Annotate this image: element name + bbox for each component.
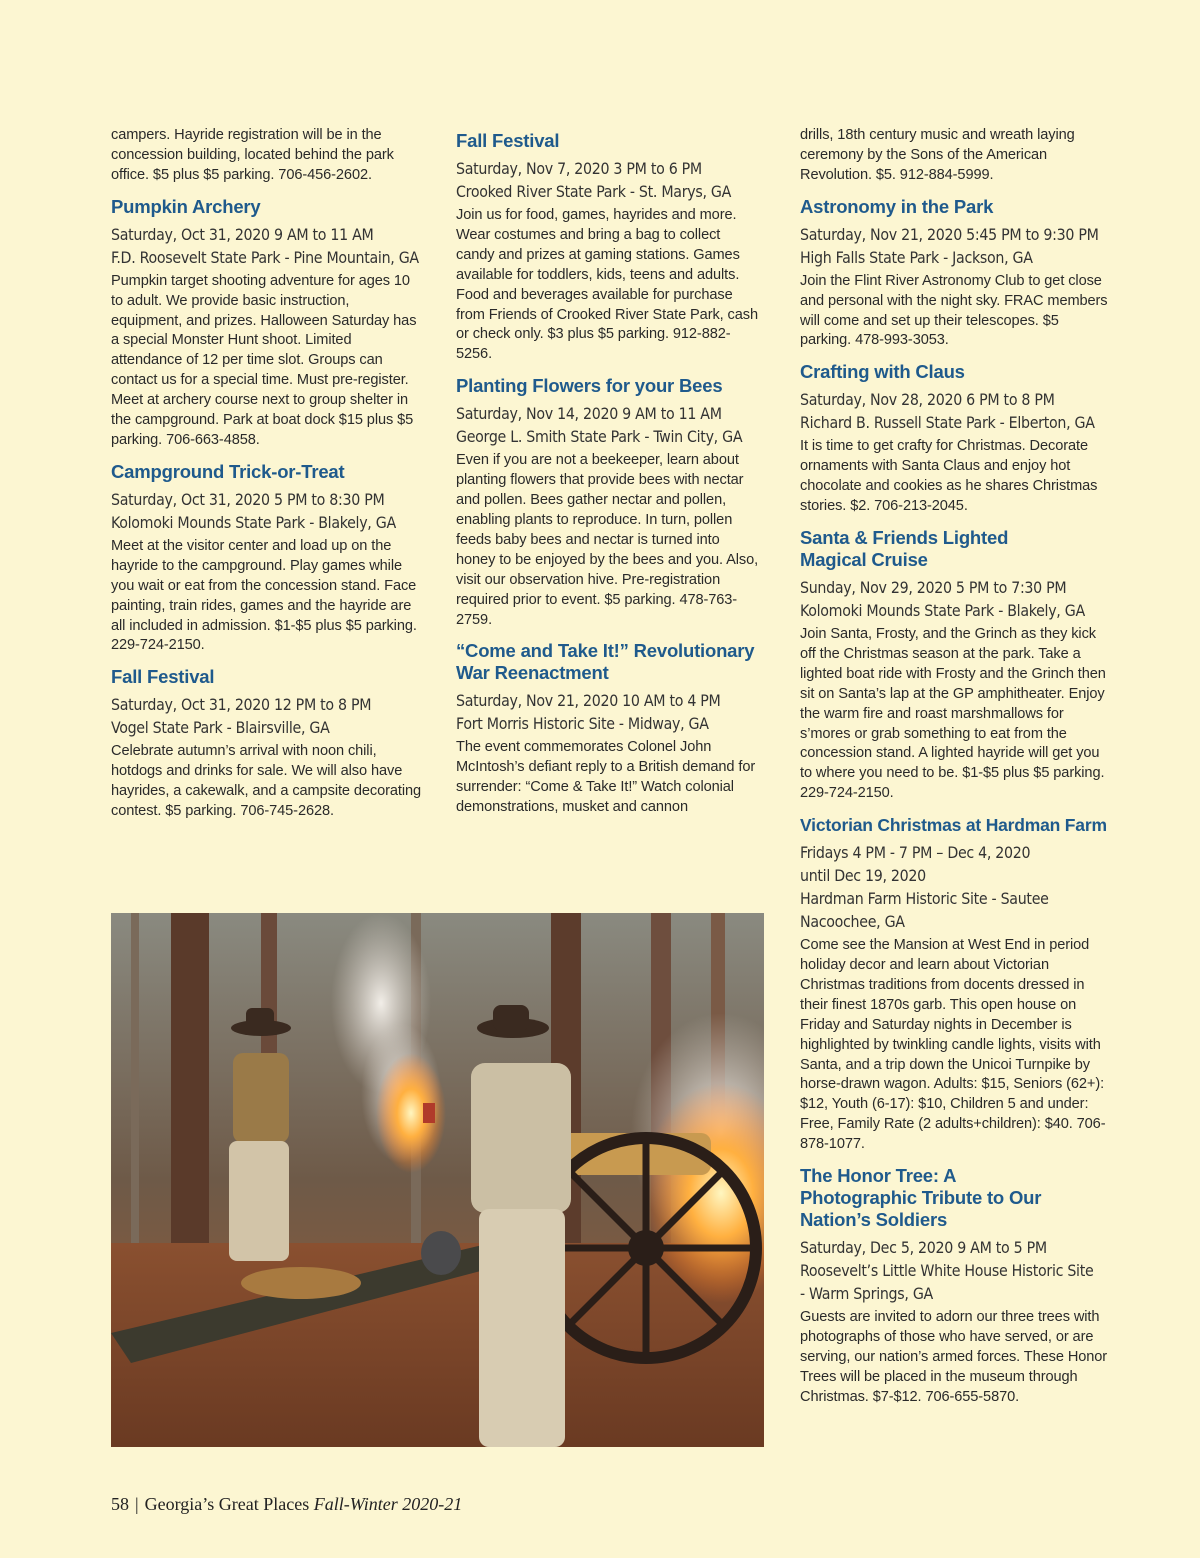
event-planting-flowers (456, 375, 762, 630)
event-location: Fort Morris Historic Site - Midway, GA (456, 714, 709, 734)
event-title: Fall Festival (111, 666, 215, 688)
event-location: F.D. Roosevelt State Park - Pine Mountain, GA (111, 247, 419, 267)
event-date: Saturday, Nov 14, 2020 9 AM to 11 AM (456, 404, 722, 424)
event-date: Saturday, Nov 21, 2020 5:45 PM to 9:30 PM (800, 224, 1099, 244)
event-fall-festival-crooked-river (456, 130, 762, 365)
event-location: Hardman Farm Historic Site - Sautee Nacoochee, GA (800, 889, 1049, 932)
event-location: Richard B. Russell State Park - Elberton, GA (800, 413, 1095, 433)
continued-text: campers. Hayride registration will be in the concession building, located behind the park office. $5 plus $5 parking. 706-456-2602. (111, 127, 394, 183)
reenactment-illustration (111, 913, 764, 1447)
event-location: Vogel State Park - Blairsville, GA (111, 718, 330, 738)
event-description: Join us for food, games, hayrides and more. Wear costumes and bring a bag to collect candy and prizes at gaming stations. Games available for toddlers, kids, teens and adults. Food and beverages available for purchase from Friends of Crooked River State Park, cash or check only. $3 plus $5 parking. 912-882-5256. (456, 207, 758, 363)
event-title: The Honor Tree: A Photographic Tribute to Our Nation’s Soldiers (800, 1165, 1042, 1231)
event-title: “Come and Take It!” Revolutionary War Reenactment (456, 640, 755, 684)
event-description: It is time to get crafty for Christmas. Decorate ornaments with Santa Claus and enjoy hot chocolate and cookies as he shares Christmas stories. $2. 706-213-2045. (800, 438, 1098, 515)
cannon-reenactment-photo (111, 913, 764, 1447)
event-location: George L. Smith State Park - Twin City, GA (456, 427, 743, 447)
event-description: The event commemorates Colonel John McIntosh’s defiant reply to a British demand for surrender: “Come & Take It!” Watch colonial demonstrations, musket and cannon (456, 739, 756, 816)
event-crafting-with-claus (800, 361, 1110, 517)
event-date: Saturday, Dec 5, 2020 9 AM to 5 PM (800, 1238, 1047, 1258)
event-fall-festival-vogel (111, 666, 423, 822)
event-title: Fall Festival (456, 130, 560, 151)
column-3 (800, 126, 1110, 1418)
event-title: Astronomy in the Park (800, 195, 994, 217)
event-date: Fridays 4 PM - 7 PM – Dec 4, 2020 until Dec 19, 2020 (800, 843, 1031, 886)
event-description: Guests are invited to adorn our three trees with photographs of those who have served, or are serving, our nation’s armed forces. These Honor Trees will be placed in the museum through Christmas. $7-$12. 706-655-5870. (800, 1309, 1108, 1405)
event-description: Pumpkin target shooting adventure for ages 10 to adult. We provide basic instruction, equipment, and prizes. Halloween Saturday has a special Monster Hunt shoot. Limited attendance of 12 per time slot. Groups can contact us for a special time. Must pre-register. Meet at archery course next to group shelter in the campground. Park at boat dock $15 plus $5 parking. 706-663-4858. (111, 272, 417, 448)
event-title: Crafting with Claus (800, 361, 965, 383)
event-santa-cruise (800, 527, 1110, 804)
event-title: Pumpkin Archery (111, 195, 261, 217)
event-campground-trick-or-treat (111, 461, 423, 656)
event-description: Join the Flint River Astronomy Club to get close and personal with the night sky. FRAC members will come and set up their telescopes. $5 parking. 478-993-3053. (800, 272, 1108, 349)
event-date: Saturday, Nov 28, 2020 6 PM to 8 PM (800, 390, 1055, 410)
footer-separator: | (135, 1494, 139, 1514)
event-description: Meet at the visitor center and load up on the hayride to the campground. Play games while you wait or eat from the concession stand. Face painting, train rides, games and the hayride are all included in admission. $1-$5 plus $5 parking. 229-724-2150. (111, 537, 417, 654)
event-description: Celebrate autumn’s arrival with noon chili, hotdogs and drinks for sale. We will also have hayrides, a cakewalk, and a campsite decorating contest. $5 parking. 706-745-2628. (111, 743, 422, 820)
column-2 (456, 126, 762, 828)
event-location: Kolomoki Mounds State Park - Blakely, GA (111, 512, 396, 532)
event-victorian-christmas (800, 814, 1110, 1155)
event-title: Planting Flowers for your Bees (456, 375, 723, 397)
event-date: Saturday, Oct 31, 2020 12 PM to 8 PM (111, 695, 372, 715)
issue-season: Fall-Winter 2020-21 (313, 1494, 463, 1514)
page-number: 58 (111, 1494, 129, 1514)
event-location: High Falls State Park - Jackson, GA (800, 247, 1033, 267)
event-come-and-take-it (456, 640, 762, 818)
event-location: Roosevelt’s Little White House Historic Site - Warm Springs, GA (800, 1261, 1094, 1304)
event-description: Join Santa, Frosty, and the Grinch as they kick off the Christmas season at the park. Take a lighted boat ride with Frosty and the Grinch then sit on Santa’s lap at the GP amphitheater. Enjoy the warm fire and roast marshmallows for s’mores or grab something to eat from the concession stand. A lighted hayride will get you to where you need to be. $1-$5 plus $5 parking. 229-724-2150. (800, 625, 1106, 802)
page-footer (111, 1494, 462, 1515)
event-date: Saturday, Nov 21, 2020 10 AM to 4 PM (456, 691, 721, 711)
event-astronomy (800, 196, 1110, 352)
event-date: Saturday, Nov 7, 2020 3 PM to 6 PM (456, 159, 702, 178)
event-date: Sunday, Nov 29, 2020 5 PM to 7:30 PM (800, 577, 1067, 597)
event-pumpkin-archery (111, 196, 423, 451)
event-title: Santa & Friends Lighted Magical Cruise (800, 526, 1009, 570)
event-location: Crooked River State Park - St. Marys, GA (456, 182, 732, 201)
publication-name: Georgia’s Great Places (144, 1494, 310, 1514)
event-description: Even if you are not a beekeeper, learn about planting flowers that provide bees with nectar and pollen. Bees gather nectar and pollen, enabling plants to reproduce. In turn, pollen feeds baby bees and nectar is turned into honey to be enjoyed by the bees and you. Also, visit our observation hive. Pre-registration required prior to event. $5 parking. 478-763-2759. (456, 452, 759, 628)
column-1 (111, 126, 423, 832)
event-title: Campground Trick-or-Treat (111, 460, 345, 482)
event-title: Victorian Christmas at Hardman Farm (800, 815, 1107, 836)
event-location: Kolomoki Mounds State Park - Blakely, GA (800, 600, 1085, 620)
event-honor-tree (800, 1165, 1110, 1408)
continued-text: drills, 18th century music and wreath laying ceremony by the Sons of the American Revolution. $5. 912-884-5999. (800, 127, 1075, 183)
event-description: Come see the Mansion at West End in period holiday decor and learn about Victorian Christmas traditions from docents dressed in their finest 1870s garb. This open house on Friday and Saturday nights in December is highlighted by twinkling candle lights, visits with Santa, and a trip down the Unicoi Turnpike by horse-drawn wagon. Adults: $15, Seniors (62+): $12, Youth (6-17): $10, Children 5 and under: Free, Family Rate (2 adults+children): $40. 706-878-1077. (800, 937, 1106, 1153)
event-date: Saturday, Oct 31, 2020 9 AM to 11 AM (111, 224, 374, 244)
event-date: Saturday, Oct 31, 2020 5 PM to 8:30 PM (111, 489, 385, 509)
